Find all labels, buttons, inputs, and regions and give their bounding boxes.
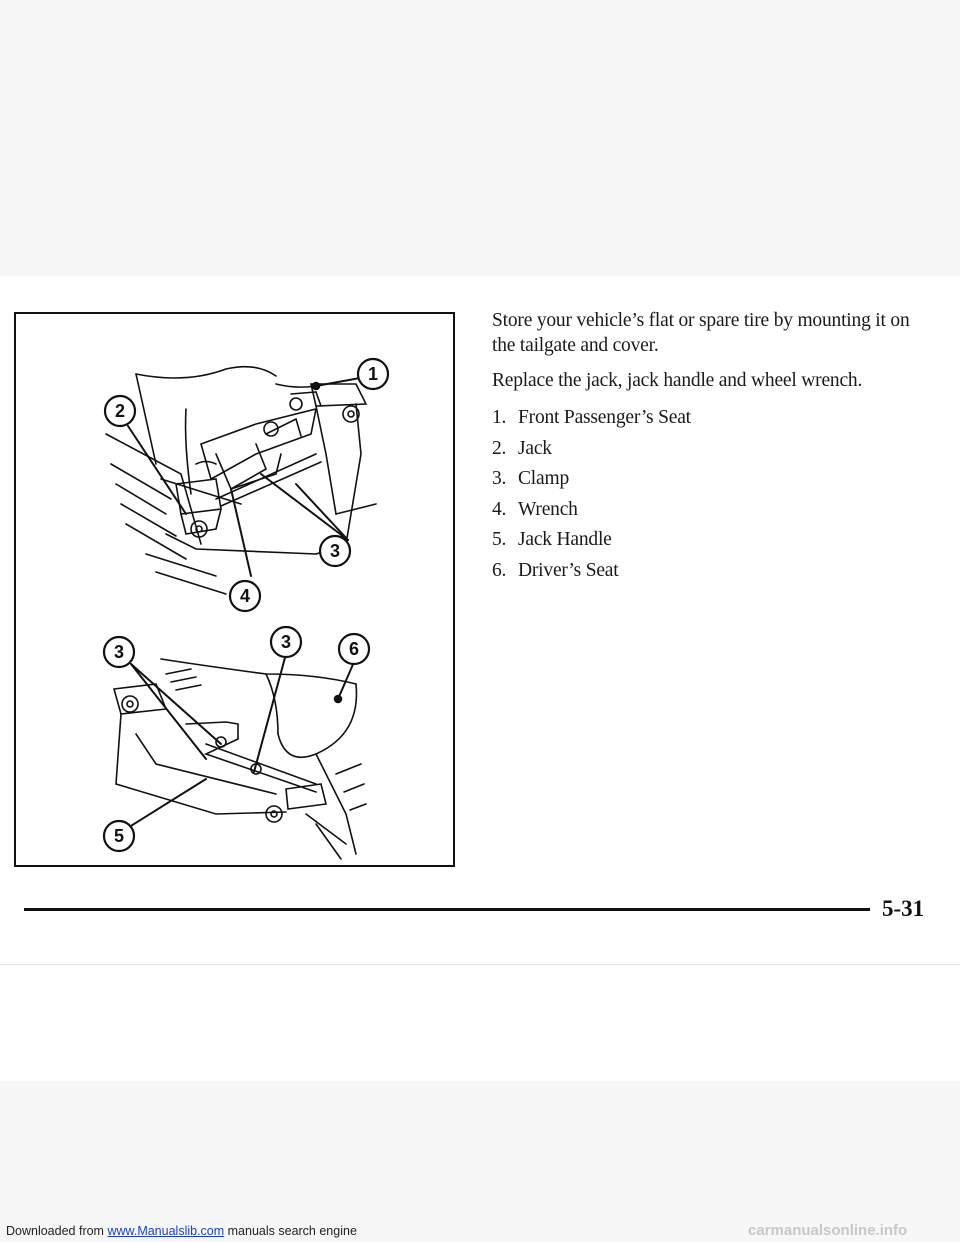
svg-text:1: 1 — [367, 364, 379, 384]
legend-item: 3. Clamp — [492, 468, 569, 490]
scan-edge-line — [0, 964, 960, 965]
svg-text:5: 5 — [113, 826, 125, 846]
callout-5 — [104, 821, 134, 851]
illustration-drawing — [16, 314, 453, 865]
callout-2 — [105, 396, 135, 426]
intro-paragraph-1: Store your vehicle’s flat or spare tire by mounting it on the tailgate and cover. — [492, 310, 910, 356]
manualslib-link[interactable]: www.Manualslib.com — [107, 1224, 225, 1238]
callout-3-lower-left — [104, 637, 134, 667]
footer-rule — [24, 908, 870, 911]
intro-paragraph-2: Replace the jack, jack handle and wheel wrench. — [492, 370, 863, 391]
svg-text:4: 4 — [239, 586, 251, 606]
download-footer: Downloaded from www.Manualslib.com manuals search engine — [6, 1224, 357, 1238]
svg-text:3: 3 — [280, 632, 292, 652]
callout-1 — [358, 359, 388, 389]
page-number: 5-31 — [882, 896, 925, 921]
svg-text:3: 3 — [329, 541, 341, 561]
instructions-text — [492, 308, 932, 587]
legend-item: 1. Front Passenger’s Seat — [492, 407, 691, 428]
legend-item: 2. Jack — [492, 437, 552, 459]
parts-legend — [492, 403, 932, 587]
svg-text:3: 3 — [113, 642, 125, 662]
callout-3-lower-middle — [271, 627, 301, 657]
callout-4 — [230, 581, 260, 611]
svg-text:2: 2 — [114, 401, 126, 421]
legend-item: 5. Jack Handle — [492, 529, 612, 551]
callout-3-upper — [320, 536, 350, 566]
jack-storage-illustration — [14, 312, 455, 867]
callout-6 — [339, 634, 369, 664]
legend-item: 6. Driver’s Seat — [492, 559, 619, 581]
svg-text:6: 6 — [348, 639, 360, 659]
watermark-text: carmanualsonline.info — [748, 1222, 908, 1239]
legend-item: 4. Wrench — [492, 498, 578, 520]
